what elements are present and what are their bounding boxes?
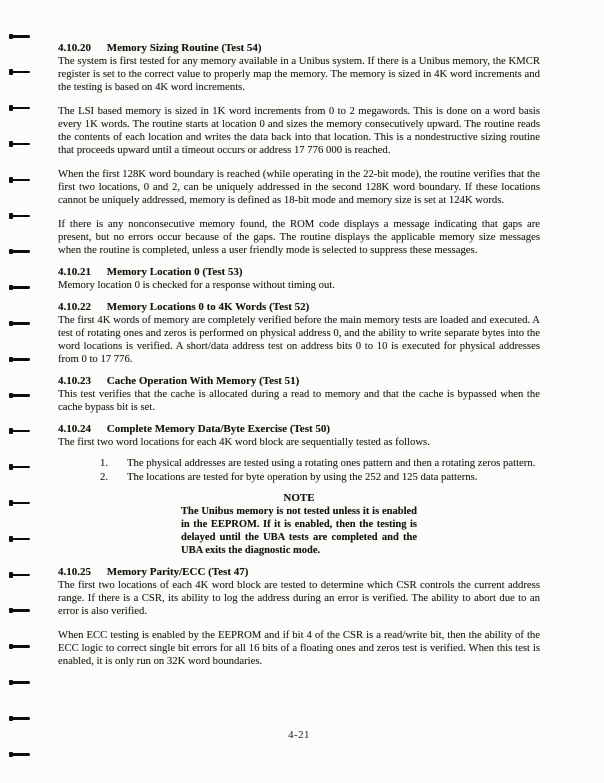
section-number: 4.10.20: [58, 42, 91, 54]
binding-mark: [9, 250, 30, 253]
section-title: Memory Locations 0 to 4K Words (Test 52): [106, 301, 310, 313]
binding-marks: [0, 0, 40, 783]
paragraph: The first two locations of each 4K word block are tested to determine which CSR controls the current address range. If there is a CSR, its ability to log the address during an error is verified. The ability to abort due to an error is also verified.: [58, 579, 540, 617]
binding-mark: [9, 143, 30, 146]
list-item: [58, 457, 540, 471]
list-item-number: 1.: [100, 457, 109, 469]
section-heading-4-10-20: [58, 42, 540, 55]
section-number: 4.10.21: [58, 266, 91, 278]
binding-mark: [9, 753, 30, 756]
section-title: Memory Parity/ECC (Test 47): [106, 566, 249, 578]
paragraph: The first 4K words of memory are completely verified before the main memory tests are loaded and executed. A test of rotating ones and zeros is performed on physical address 0, and the ability to write separate bytes into the word locations is verified. A short/data address test on address bits 0 to 10 is executed for physical addresses from 0 to 17 776.: [58, 314, 540, 365]
paragraph: The system is first tested for any memory available in a Unibus system. If there is a Unibus memory, the KMCR register is set to the correct value to properly map the memory. The memory is sized in 4K word increments and the testing is based on 4K word increments.: [58, 55, 540, 93]
page-number: 4-21: [288, 729, 310, 741]
binding-mark: [9, 394, 30, 397]
section-title: Memory Location 0 (Test 53): [106, 266, 243, 278]
binding-mark: [9, 35, 30, 38]
list-item: [58, 471, 540, 485]
list-item-number: 2.: [100, 470, 109, 483]
binding-mark: [9, 609, 30, 612]
section-title: Cache Operation With Memory (Test 51): [106, 375, 300, 387]
binding-mark: [9, 574, 30, 577]
section-title: Complete Memory Data/Byte Exercise (Test 50): [106, 423, 331, 435]
paragraph: The LSI based memory is sized in 1K word increments from 0 to 2 megawords. This is done on a word basis every 1K words. The routine starts at location 0 and sizes the memory consecutively upward. The routine reads the contents of each location and writes the data back into that location. This is a nondestructive sizing routine that proceeds upward until a timeout occurs or address 17 776 000 is reached.: [58, 105, 540, 156]
page-content: [58, 0, 540, 668]
list-item-text: The locations are tested for byte operation by using the 252 and 125 data patterns.: [127, 470, 478, 483]
paragraph: When the first 128K word boundary is reached (while operating in the 22-bit mode), the routine verifies that the first two locations, 0 and 2, can be uniquely addressed in the second 128K word boundary. If these locations cannot be uniquely addressed, memory is defined as 18-bit mode and memory size is set at 124K words.: [58, 168, 540, 206]
paragraph: When ECC testing is enabled by the EEPROM and if bit 4 of the CSR is a read/write bit, then the ability of the ECC logic to correct single bit errors for all 16 bits of a floating ones and zeros test is verified. When this test is enabled, it is only run on 32K word boundaries.: [58, 629, 540, 667]
binding-mark: [9, 286, 30, 289]
binding-mark: [9, 322, 30, 325]
binding-mark: [9, 430, 30, 433]
binding-mark: [9, 502, 30, 505]
binding-mark: [9, 717, 30, 720]
binding-mark: [9, 71, 30, 74]
binding-mark: [9, 107, 30, 110]
section-title: Memory Sizing Routine (Test 54): [106, 42, 262, 54]
section-heading-4-10-24: [58, 423, 540, 436]
list-item-text: The physical addresses are tested using a rotating ones pattern and then a rotating zeros pattern.: [127, 457, 536, 469]
section-number: 4.10.24: [58, 423, 91, 435]
section-heading-4-10-21: [58, 266, 540, 279]
test-steps-list: [58, 457, 540, 484]
paragraph: The first two word locations for each 4K word block are sequentially tested as follows.: [58, 436, 430, 448]
section-number: 4.10.23: [58, 375, 91, 387]
paragraph: Memory location 0 is checked for a response without timing out.: [58, 279, 335, 291]
binding-mark: [9, 466, 30, 469]
paragraph: This test verifies that the cache is allocated during a read to memory and that the cache is bypassed when the cache bypass bit is set.: [58, 388, 540, 413]
note-text: The Unibus memory is not tested unless it is enabled in the EEPROM. If it is enabled, then the testing is delayed until the UBA tests are completed and the UBA exits the diagnostic mode.: [181, 506, 417, 556]
note-block: [181, 492, 417, 557]
binding-mark: [9, 358, 30, 361]
binding-mark: [9, 645, 30, 648]
section-heading-4-10-25: [58, 566, 540, 579]
section-number: 4.10.22: [58, 301, 91, 313]
section-number: 4.10.25: [58, 566, 91, 578]
paragraph: If there is any nonconsecutive memory found, the ROM code displays a message indicating that gaps are present, but no errors occur because of the gaps. The routine displays the applicable memory size messages when the routine is completed, unless a user friendly mode is selected to suppress these messages.: [58, 218, 540, 256]
binding-mark: [9, 215, 30, 218]
binding-mark: [9, 538, 30, 541]
note-label: NOTE: [283, 492, 315, 504]
section-heading-4-10-23: [58, 375, 540, 388]
section-heading-4-10-22: [58, 301, 540, 314]
binding-mark: [9, 179, 30, 182]
binding-mark: [9, 681, 30, 684]
